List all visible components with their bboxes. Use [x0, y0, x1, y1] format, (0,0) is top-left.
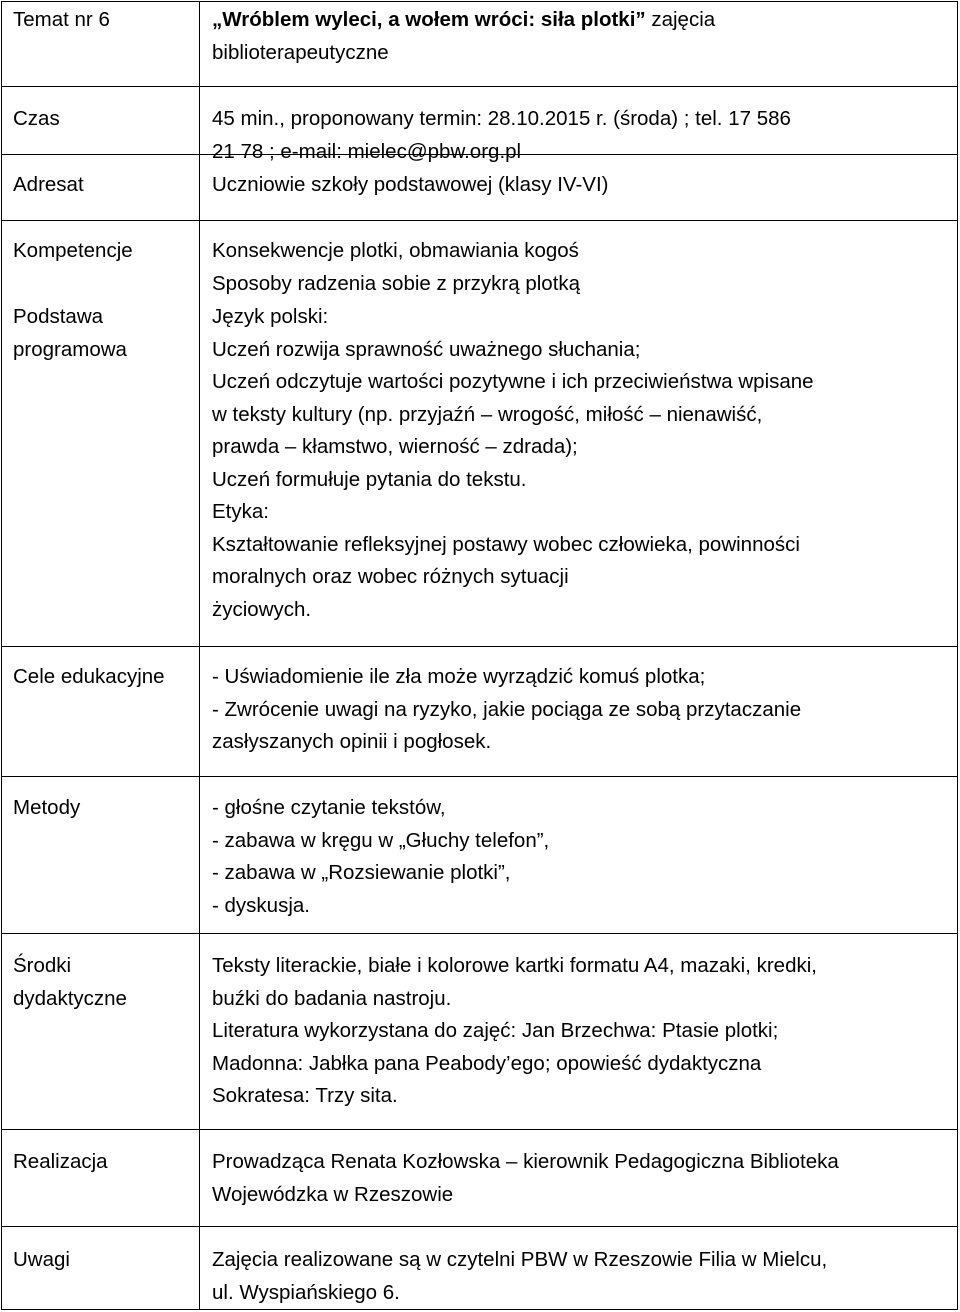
label-line: programowa — [13, 337, 127, 361]
row-divider — [2, 220, 957, 221]
cele-line: zasłyszanych opinii i pogłosek. — [212, 730, 492, 753]
label-realizacja: Realizacja — [13, 1150, 108, 1173]
realizacja-line: Prowadząca Renata Kozłowska – kierownik Pedagogiczna Biblioteka — [212, 1150, 839, 1173]
srodki-line: Teksty literackie, białe i kolorowe kartki formatu A4, mazaki, kredki, — [212, 954, 817, 977]
czas-line: 21 78 ; e-mail: mielec@pbw.org.pl — [212, 139, 522, 163]
value-adresat — [212, 169, 954, 202]
srodki-line: Literatura wykorzystana do zajęć: Jan Brzechwa: Ptasie plotki; — [212, 1019, 779, 1042]
label-czas: Czas — [13, 107, 60, 130]
value-cele-edukacyjne — [212, 661, 954, 759]
podstawa-line: moralnych oraz wobec różnych sytuacji — [212, 565, 569, 588]
label-line: Środki — [13, 954, 72, 977]
label-uwagi: Uwagi — [13, 1248, 70, 1271]
row-divider — [2, 1129, 957, 1130]
label-podstawa-programowa — [13, 301, 193, 366]
podstawa-line: prawda – kłamstwo, wierność – zdrada); — [212, 435, 578, 458]
lesson-title-rest-2: biblioterapeutyczne — [212, 40, 389, 64]
value-czas — [212, 103, 954, 168]
lesson-plan-table — [1, 1, 958, 1310]
podstawa-line: Język polski: — [212, 305, 329, 328]
metody-line: - głośne czytanie tekstów, — [212, 796, 446, 819]
value-temat — [212, 4, 954, 69]
label-cele-edukacyjne: Cele edukacyjne — [13, 665, 165, 688]
label-metody: Metody — [13, 796, 81, 819]
value-kompetencje — [212, 235, 954, 300]
podstawa-line: Etyka: — [212, 500, 269, 523]
row-divider — [2, 646, 957, 647]
cele-line: - Zwrócenie uwagi na ryzyko, jakie pociąga ze sobą przytaczanie — [212, 697, 802, 721]
row-divider — [2, 86, 957, 87]
srodki-line: Madonna: Jabłka pana Peabody’ego; opowieść dydaktyczna — [212, 1051, 762, 1075]
label-temat: Temat nr 6 — [13, 8, 110, 31]
podstawa-line: Uczeń rozwija sprawność uważnego słuchania; — [212, 337, 641, 361]
kompetencje-line: Sposoby radzenia sobie z przykrą plotką — [212, 271, 581, 295]
row-divider — [2, 776, 957, 777]
podstawa-line: w teksty kultury (np. przyjaźń – wrogość, miłość – nienawiść, — [212, 402, 763, 426]
label-line: dydaktyczne — [13, 986, 127, 1010]
uwagi-line: ul. Wyspiańskiego 6. — [212, 1280, 400, 1304]
metody-line: - zabawa w kręgu w „Głuchy telefon”, — [212, 828, 550, 852]
lesson-title-rest: zajęcia — [645, 8, 716, 31]
kompetencje-line: Konsekwencje plotki, obmawiania kogoś — [212, 239, 579, 262]
label-srodki-dydaktyczne — [13, 950, 193, 1015]
metody-line: - dyskusja. — [212, 893, 310, 917]
value-metody — [212, 792, 954, 922]
podstawa-line: Uczeń odczytuje wartości pozytywne i ich przeciwieństwa wpisane — [212, 370, 814, 393]
row-divider — [2, 933, 957, 934]
label-kompetencje: Kompetencje — [13, 239, 133, 262]
value-podstawa-programowa — [212, 301, 954, 626]
value-uwagi — [212, 1244, 954, 1309]
value-srodki-dydaktyczne — [212, 950, 954, 1113]
realizacja-line: Wojewódzka w Rzeszowie — [212, 1182, 454, 1206]
label-adresat: Adresat — [13, 173, 84, 196]
metody-line: - zabawa w „Rozsiewanie plotki”, — [212, 861, 511, 884]
column-divider — [199, 2, 200, 1309]
adresat-line: Uczniowie szkoły podstawowej (klasy IV-VI) — [212, 173, 609, 196]
podstawa-line: Kształtowanie refleksyjnej postawy wobec człowieka, powinności — [212, 532, 800, 556]
podstawa-line: życiowych. — [212, 597, 312, 621]
uwagi-line: Zajęcia realizowane są w czytelni PBW w Rzeszowie Filia w Mielcu, — [212, 1248, 828, 1271]
srodki-line: buźki do badania nastroju. — [212, 986, 452, 1010]
value-realizacja — [212, 1146, 954, 1211]
cele-line: - Uświadomienie ile zła może wyrządzić komuś plotka; — [212, 665, 706, 688]
podstawa-line: Uczeń formułuje pytania do tekstu. — [212, 467, 527, 491]
label-line: Podstawa — [13, 305, 104, 328]
srodki-line: Sokratesa: Trzy sita. — [212, 1084, 398, 1107]
lesson-title: „Wróblem wyleci, a wołem wróci: siła plotki” — [212, 8, 646, 31]
czas-line: 45 min., proponowany termin: 28.10.2015 r. (środa) ; tel. 17 586 — [212, 107, 791, 130]
row-divider — [2, 1226, 957, 1227]
